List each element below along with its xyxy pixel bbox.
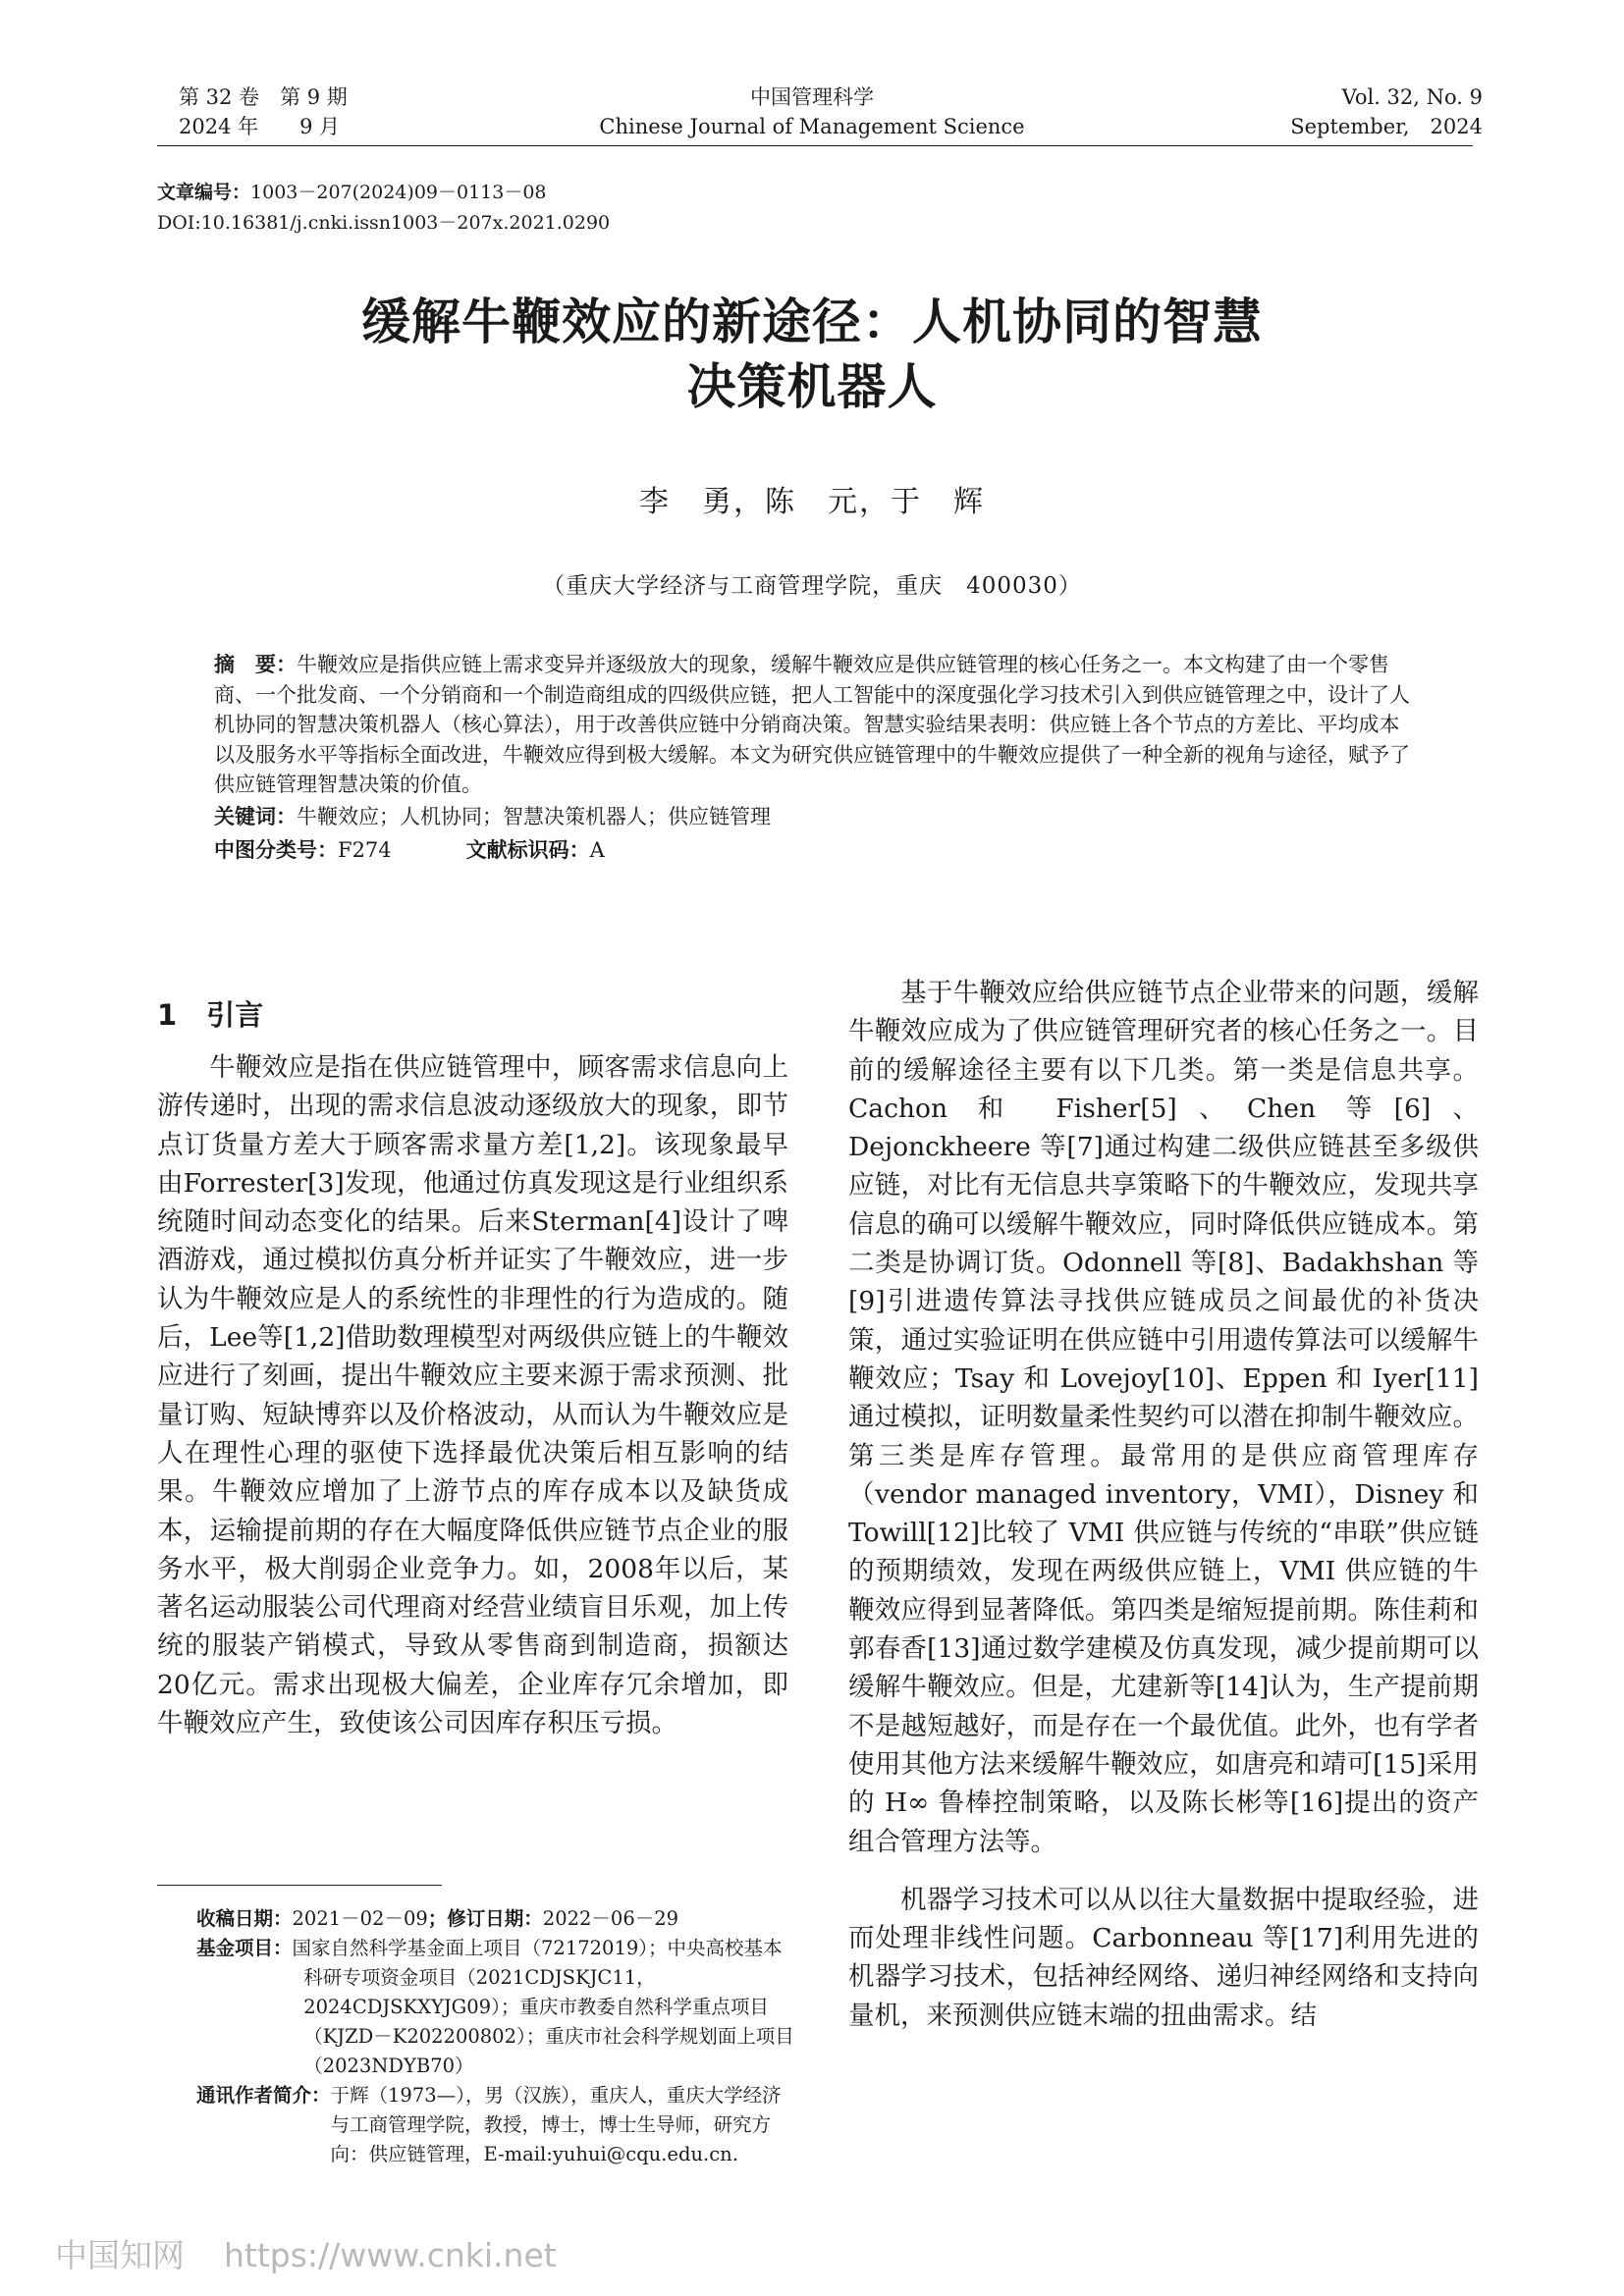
fund-label: 基金项目： [196,1937,293,1959]
abstract-block [214,650,1410,866]
watermark-url: https://www.cnki.net [224,2236,557,2274]
footnote-author [196,2081,795,2169]
revised-label: ；修订日期： [427,1907,543,1930]
keywords-text: 牛鞭效应；人机协同；智慧决策机器人；供应链管理 [297,804,771,828]
volume-issue-en-line: Vol. 32, No. 9 [1341,85,1483,109]
volume-issue-en [1159,82,1483,141]
received-label: 收稿日期： [196,1907,293,1930]
clc-label: 中图分类号： [214,838,338,862]
year-month-line: 2024 年 9 月 [179,115,341,138]
abstract-text: 牛鞭效应是指供应链上需求变异并逐级放大的现象，缓解牛鞭效应是供应链管理的核心任务之一。本文构建了由一个零售商、一个批发商、一个分销商和一个制造商组成的四级供应链，把人工智能中的深度强化学习技术引入到供应链管理之中，设计了人机协同的智慧决策机器人（核心算法），用于改善供应链中分销商决策。智慧实验结果表明：供应链上各个节点的方差比、平均成本以及服务水平等指标全面改进，牛鞭效应得到极大缓解。本文为研究供应链管理中的牛鞭效应提供了一种全新的视角与途径，赋予了供应链管理智慧决策的价值。 [214,653,1410,796]
author-bio-label: 通讯作者简介： [196,2084,331,2107]
abstract [214,650,1410,800]
left-column [157,1048,788,1742]
right-column [848,974,1479,2035]
doi: DOI:10.16381/j.cnki.issn1003－207x.2021.0290 [157,212,611,234]
authors: 李 勇，陈 元，于 辉 [639,485,985,519]
article-number-value: 1003－207(2024)09－0113－08 [250,182,547,203]
cnki-watermark [55,2230,557,2276]
paper-title [0,290,1624,419]
section-heading [157,993,263,1034]
keywords-label: 关键词： [214,804,297,828]
fund-text: 国家自然科学基金面上项目（72172019）；中央高校基本科研专项资金项目（2021CDJSKJC11，2024CDJSKXYJG09）；重庆市教委自然科学重点项目（KJZD－K202200802）；重庆市社会科学规划面上项目（2023NDYB70） [292,1937,794,2077]
section-title: 引言 [206,998,264,1032]
section-number: 1 [157,998,178,1032]
title-line-1: 缓解牛鞭效应的新途径：人机协同的智慧 [361,294,1263,350]
clc-value: F274 [338,838,392,862]
affiliation: （重庆大学经济与工商管理学院，重庆 400030） [542,573,1082,599]
footnote-fund [196,1934,795,2081]
journal-name [517,82,1107,141]
article-number [157,178,610,208]
intro-paragraph: 牛鞭效应是指在供应链管理中，顾客需求信息向上游传递时，出现的需求信息波动逐级放大的现象，即节点订货量方差大于顾客需求量方差[1,2]。该现象最早由Forrester[3]发现，他通过仿真发现这是行业组织系统随时间动态变化的结果。后来Sterman[4]设计了啤酒游戏，通过模拟仿真分析并证实了牛鞭效应，进一步认为牛鞭效应是人的系统性的非理性的行为造成的。随后，Lee等[1,2]借助数理模型对两级供应链上的牛鞭效应进行了刻画，提出牛鞭效应主要来源于需求预测、批量订购、短缺博弈以及价格波动，从而认为牛鞭效应是人在理性心理的驱使下选择最优决策后相互影响的结果。牛鞭效应增加了上游节点的库存成本以及缺货成本，运输提前期的存在大幅度降低供应链节点企业的服务水平，极大削弱企业竞争力。如，2008年以后，某著名运动服装公司代理商对经营业绩盲目乐观，加上传统的服装产销模式，导致从零售商到制造商，损额达20亿元。需求出现极大偏差，企业库存冗余增加，即牛鞭效应产生，致使该公司因库存积压亏损。 [157,1052,788,1739]
volume-issue-line: 第 32 卷 第 9 期 [179,85,348,109]
keywords [214,802,1410,832]
footnote-rule [157,1885,442,1886]
header-rule [157,145,1473,146]
received-date: 2021－02－09 [292,1907,428,1930]
volume-issue [179,82,348,141]
date-en-line: September, 2024 [1290,115,1483,138]
right-paragraph-1: 基于牛鞭效应给供应链节点企业带来的问题，缓解牛鞭效应成为了供应链管理研究者的核心任务之一。目前的缓解途径主要有以下几类。第一类是信息共享。Cachon 和 Fisher[5]、Chen 等[6]、Dejonckheere 等[7]通过构建二级供应链甚至多级供应链，对比有无信息共享策略下的牛鞭效应，发现共享信息的确可以缓解牛鞭效应，同时降低供应链成本。第二类是协调订货。Odonnell 等[8]、Badakhshan 等[9]引进遗传算法寻找供应链成员之间最优的补货决策，通过实验证明在供应链中引用遗传算法可以缓解牛鞭效应；Tsay 和 Lovejoy[10]、Eppen 和 Iyer[11]通过模拟，证明数量柔性契约可以潜在抑制牛鞭效应。第三类是库存管理。最常用的是供应商管理库存（vendor managed inventory，VMI），Disney 和 Towill[12]比较了 VMI 供应链与传统的“串联”供应链的预期绩效，发现在两级供应链上，VMI 供应链的牛鞭效应得到显著降低。第四类是缩短提前期。陈佳莉和郭春香[13]通过数学建模及仿真发现，减少提前期可以缓解牛鞭效应。但是，尤建新等[14]认为，生产提前期不是越短越好，而是存在一个最优值。此外，也有学者使用其他方法来缓解牛鞭效应，如唐亮和靖可[15]采用的 H∞ 鲁棒控制策略，以及陈长彬等[16]提出的资产组合管理方法等。 [848,978,1479,1857]
journal-name-cn: 中国管理科学 [750,85,874,109]
right-paragraph-2: 机器学习技术可以从以往大量数据中提取经验，进而处理非线性问题。Carbonneau 等[17]利用先进的机器学习技术，包括神经网络、递归神经网络和支持向量机，来预测供应链末端的扭曲需求。结 [848,1884,1479,2031]
article-number-label: 文章编号： [157,182,251,203]
abstract-label: 摘 要： [214,653,297,676]
revised-date: 2022－06－29 [542,1907,679,1930]
doc-code-label: 文献标识码： [465,838,590,862]
title-line-2: 决策机器人 [686,358,938,415]
classification [214,835,1410,866]
watermark-cn: 中国知网 [55,2236,185,2274]
footnote-dates [196,1904,795,1934]
journal-name-en: Chinese Journal of Management Science [599,115,1025,138]
article-meta [157,178,610,239]
footnote-block [196,1904,795,2169]
author-bio-text: 于辉（1973—），男（汉族），重庆人，重庆大学经济与工商管理学院，教授，博士，博士生导师，研究方向：供应链管理，E-mail:yuhui@cqu.edu.cn. [330,2084,782,2165]
doc-code-value: A [589,838,605,862]
